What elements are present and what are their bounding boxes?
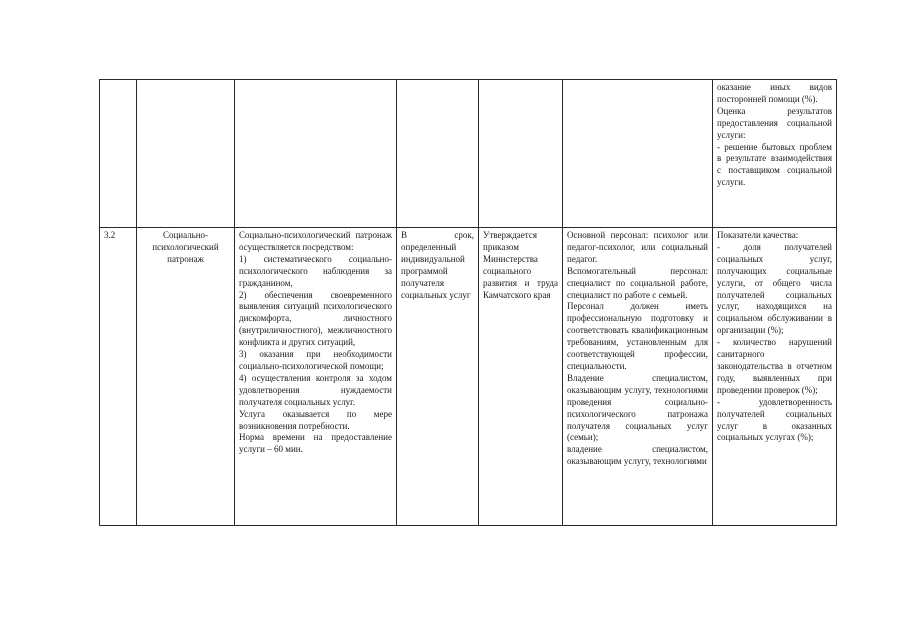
- service-standard-table: [99, 79, 837, 526]
- cell-conditions: [563, 80, 713, 228]
- row-number: 3.2: [104, 230, 116, 240]
- service-term: В срок, определенный индивидуальной программой получателя социальных услуг: [401, 230, 474, 300]
- table-row: [100, 228, 837, 526]
- cell-term: [397, 228, 479, 526]
- cell-conditions: [563, 228, 713, 526]
- service-description: Социально-психологический патронаж осуществляется посредством: 1) систематического социально-психологического наблюдения за гражданином, 2) обеспечения своевременного выявления ситуаций психологического дискомфорта, личностного (внутриличностного), межличностного конфликта и других ситуаций, 3) оказания при необходимости социально-психологической помощи; 4) осуществления контроля за ходом удовлетворения нуждаемости получателя социальных услуг. Услуга оказывается по мере возникновения потребности. Норма времени на предоставление услуги – 60 мин.: [239, 230, 392, 455]
- cell-tariff: [479, 80, 563, 228]
- quality-indicators: Показатели качества: - доля получателей социальных услуг, получающих социальные услуги, от общего числа получателей социальных услуг, находящихся на социальном обслуживании в организации (%); - количество нарушений санитарного законодательства в отчетном году, выявленных при проведении проверок (%); - удовлетворенность получателей социальных услуг в оказанных социальных услугах (%);: [717, 230, 832, 443]
- cell-number: [100, 80, 137, 228]
- cell-indicators: [713, 228, 837, 526]
- cell-term: [397, 80, 479, 228]
- cell-indicators: [713, 80, 837, 228]
- service-tariff: Утверждается приказом Министерства социального развития и труда Камчатского края: [483, 230, 558, 300]
- indicators-text: оказание иных видов посторонней помощи (%). Оценка результатов предоставления социальной услуги: - решение бытовых проблем в результате взаимодействия с поставщиком социальной услуги.: [717, 82, 832, 188]
- cell-service-name: [137, 228, 235, 526]
- cell-tariff: [479, 228, 563, 526]
- cell-service-name: [137, 80, 235, 228]
- service-name: Социально-психологический патронаж: [152, 230, 219, 264]
- cell-number: [100, 228, 137, 526]
- cell-description: [235, 80, 397, 228]
- table-row: [100, 80, 837, 228]
- cell-description: [235, 228, 397, 526]
- service-conditions: Основной персонал: психолог или педагог-психолог, или социальный педагог. Вспомогательный персонал: специалист по социальной работе, специалист по работе с семьей. Персонал должен иметь профессиональную подготовку и соответствовать квалификационным требованиям, установленным для соответствующей профессии, специальности. Владение специалистом, оказывающим услугу, технологиями проведения социально-психологического патронажа получателя социальных услуг (семьи); владение специалистом, оказывающим услугу, технологиями: [567, 230, 708, 467]
